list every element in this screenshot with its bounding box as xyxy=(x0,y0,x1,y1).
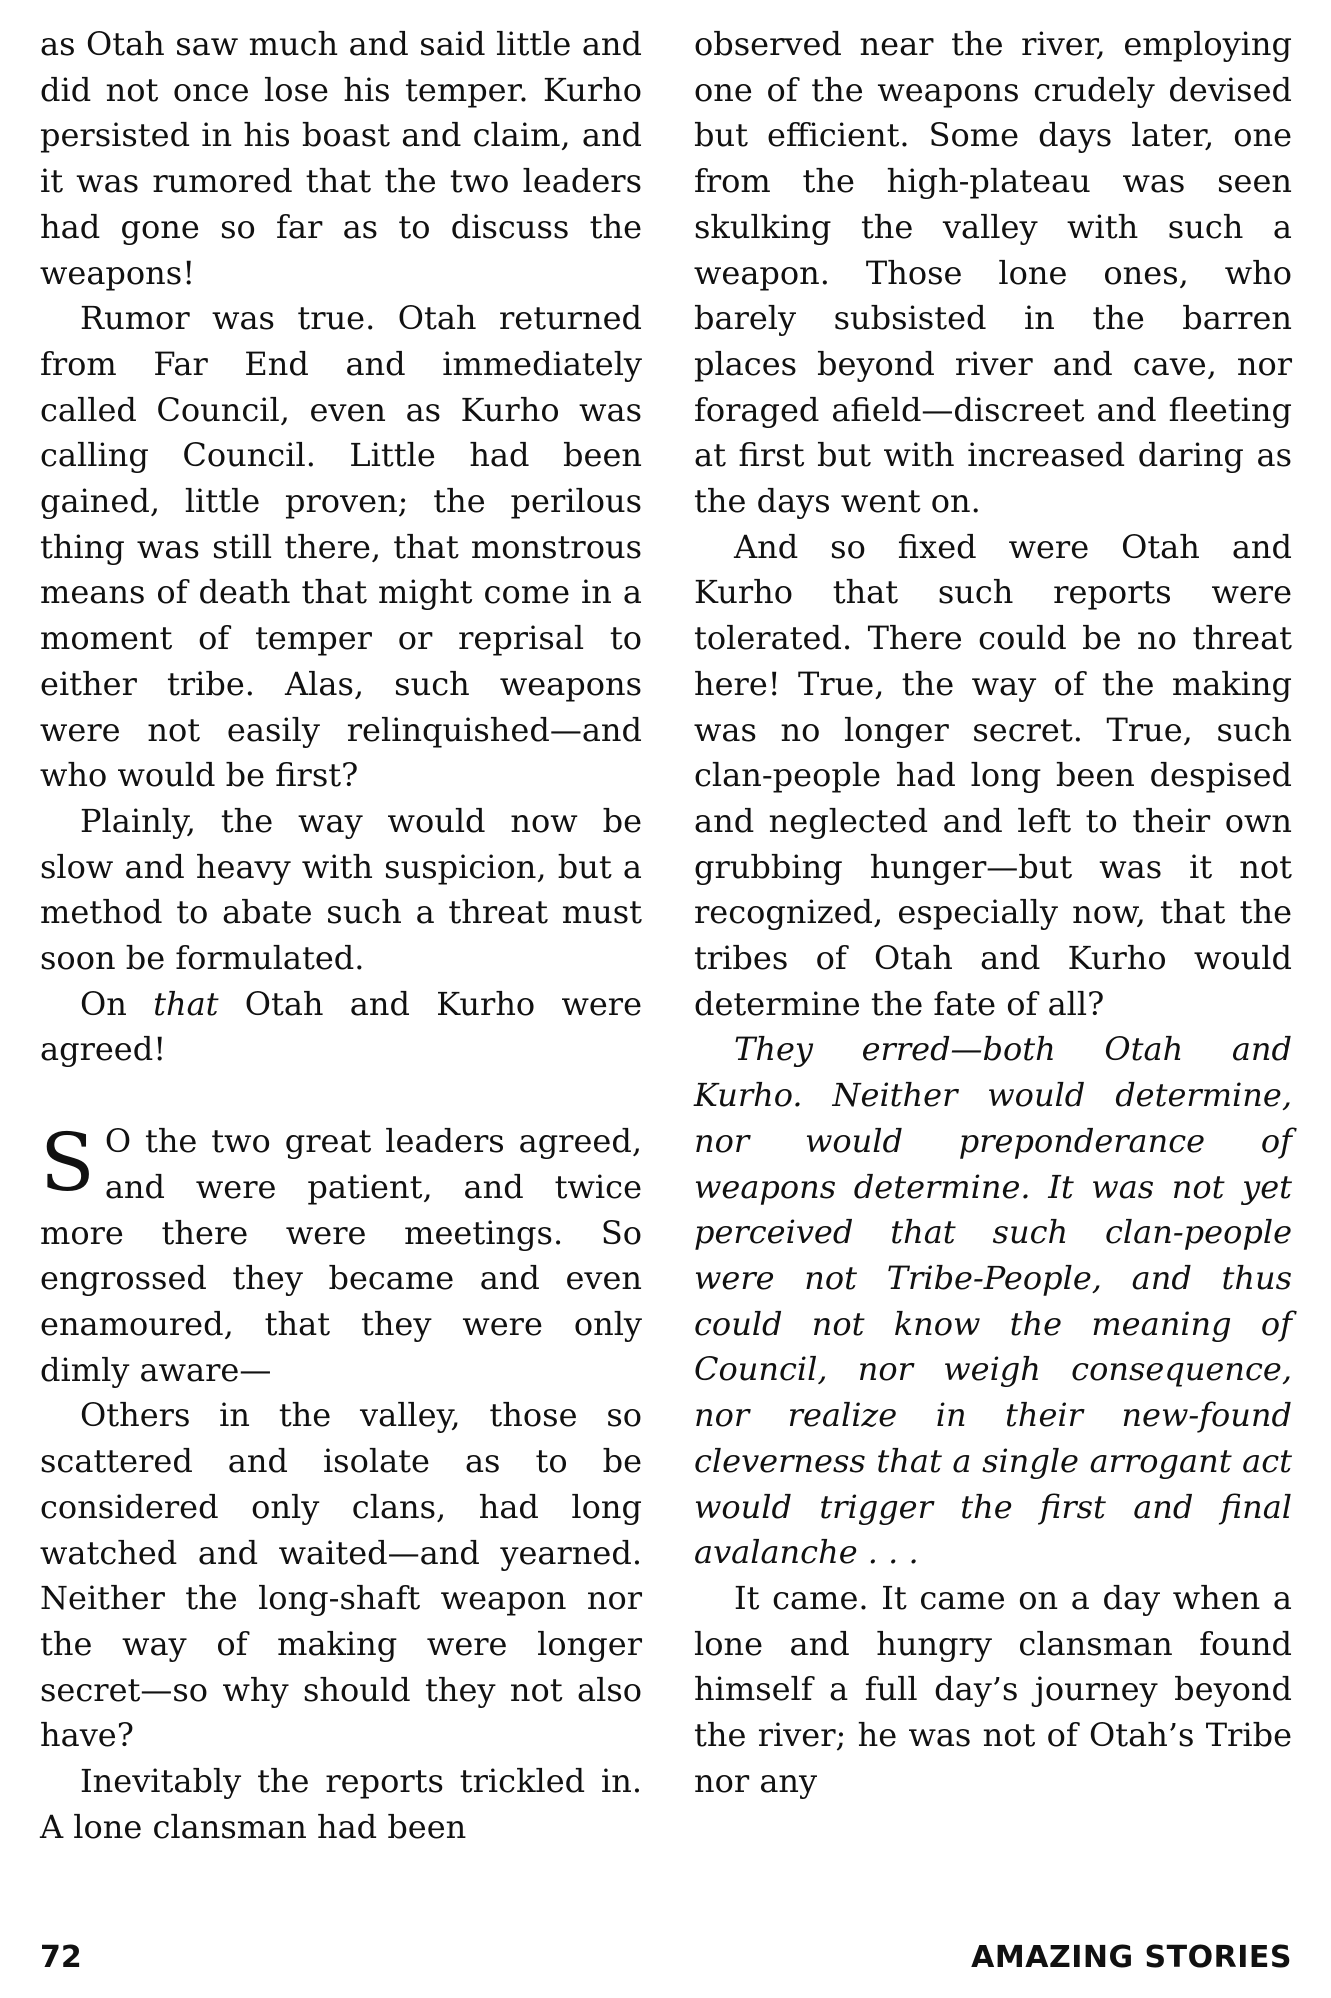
section-break xyxy=(40,1073,642,1119)
paragraph: Rumor was true. Otah returned from Far End and immediately called Council, even as Kurho was calling Council. Little had been gained, little proven; the perilous thing was still there, that monstrous means of death that might come in a moment of temper or reprisal to either tribe. Alas, such weapons were not easily relinquished—and who would be first? xyxy=(40,299,642,795)
paragraph: It came. It came on a day when a lone and hungry clansman found himself a full day’s journey beyond the river; he was not of Otah’s Tribe nor any xyxy=(694,1578,1292,1800)
paragraph: Plainly, the way would now be slow and heavy with suspicion, but a method to abate such a threat must soon be formulated. xyxy=(40,801,642,978)
paragraph: observed near the river, employing one of the weapons crudely devised but efficient. Some days later, one from the high-plateau was seen skulking the valley with such a weapon. Those lone ones, who barely subsisted in the barren places beyond river and cave, nor foraged afield—discreet and fleeting at first but with increased daring as the days went on. xyxy=(694,25,1292,521)
paragraph: Others in the valley, those so scattered and isolate as to be considered only clans, had long watched and waited—and yearned. Neither the long-shaft weapon nor the way of making were longer secret—so why should they not also have? xyxy=(40,1396,642,1755)
text-run: On xyxy=(80,984,154,1023)
emphasis: that xyxy=(153,984,219,1023)
section-opening-paragraph xyxy=(40,1116,642,1393)
running-title: AMAZING STORIES xyxy=(971,1940,1292,1975)
paragraph xyxy=(40,982,642,1073)
paragraph: And so fixed were Otah and Kurho that such reports were tolerated. There could be no threat here! True, the way of the making was no longer secret. True, such clan-people had long been despised and neglected and left to their own grubbing hunger—but was it not recognized, especially now, that the tribes of Otah and Kurho would determine the fate of all? xyxy=(694,527,1292,1023)
left-column xyxy=(40,22,642,1850)
text-run: Otah and Kurho were agreed! xyxy=(40,984,642,1069)
paragraph: Inevitably the reports trickled in. A lone clansman had been xyxy=(40,1762,642,1846)
paragraph: as Otah saw much and said little and did not once lose his temper. Kurho persisted in his boast and claim, and it was rumored that the two leaders had gone so far as to discuss the weapons! xyxy=(40,25,642,292)
right-column xyxy=(694,22,1292,1804)
page-footer xyxy=(40,1940,1292,1980)
italic-paragraph: They erred—both Otah and Kurho. Neither would determine, nor would preponderance of weapons determine. It was not yet perceived that such clan-people were not Tribe-People, and thus could not know the meaning of Council, nor weigh consequence, nor realize in their new-found cleverness that a single arrogant act would trigger the first and final avalanche . . . xyxy=(694,1030,1292,1572)
text-run: O the two great leaders agreed, and were patient, and twice more there were meetings. So engrossed they became and even enamoured, that they were only dimly aware— xyxy=(40,1122,642,1389)
drop-cap: S xyxy=(40,1116,95,1210)
page-number: 72 xyxy=(40,1940,82,1975)
